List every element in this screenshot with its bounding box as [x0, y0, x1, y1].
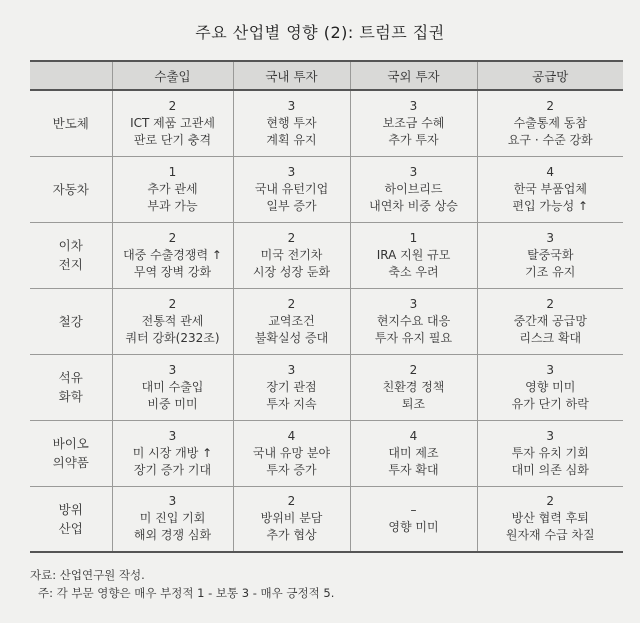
cell-text-line: 원자재 수급 차질: [505, 528, 595, 543]
table-title: 주요 산업별 영향 (2): 트럼프 집권: [195, 23, 445, 42]
cell-text-line: ICT 제품 고관세: [130, 115, 215, 130]
cell-text-line: 보조금 수혜: [382, 115, 445, 130]
table-cell: [233, 288, 350, 354]
impact-score: 2: [287, 494, 296, 509]
cell-text-line: 대미 수출입: [141, 379, 204, 394]
table-cell: [233, 486, 350, 552]
cell-text-line: 영향 미미: [388, 519, 439, 534]
cell-text-line: 내연차 비중 상승: [369, 198, 458, 213]
impact-score: 2: [168, 296, 177, 311]
cell-text-line: 현지수요 대응: [376, 313, 451, 328]
impact-score: 1: [409, 230, 418, 245]
table-cell: [233, 90, 350, 156]
cell-text-line: 불확실성 증대: [254, 330, 329, 345]
impact-score: 3: [168, 494, 177, 509]
cell-text-line: 미 진입 기회: [139, 511, 206, 526]
impact-score: 2: [546, 296, 555, 311]
cell-text-line: 미국 전기차: [260, 247, 323, 262]
table-cell: [350, 486, 477, 552]
table-cell: [350, 288, 477, 354]
table-row: [30, 420, 623, 486]
cell-text-line: 일부 증가: [266, 198, 317, 213]
impact-score: 2: [546, 98, 555, 113]
cell-text-line: 부과 가능: [147, 198, 198, 213]
table-cell: [112, 354, 233, 420]
cell-text-line: 대미 제조: [388, 445, 439, 460]
impact-score: 3: [168, 362, 177, 377]
impact-score: 3: [546, 428, 555, 443]
cell-text-line: 미 시장 개방 ↑: [132, 445, 213, 460]
cell-text-line: 요구 · 수준 강화: [507, 132, 593, 147]
cell-text-line: 투자 지속: [266, 396, 317, 411]
impact-score: 3: [546, 362, 555, 377]
header-foreign-investment: 국외 투자: [350, 61, 477, 90]
sector-label-line: 산업: [58, 520, 83, 536]
cell-text-line: 투자 증가: [266, 462, 317, 477]
cell-text-line: 비중 미미: [147, 396, 198, 411]
cell-text-line: 교역조건: [268, 313, 315, 328]
cell-text-line: 대미 의존 심화: [511, 462, 589, 477]
table-row: [30, 486, 623, 552]
cell-text-line: 친환경 정책: [382, 379, 445, 394]
cell-text-line: 전통적 관세: [141, 313, 204, 328]
cell-text-line: 편입 가능성 ↑: [512, 198, 589, 213]
impact-score: 2: [409, 362, 418, 377]
cell-text-line: 하이브리드: [384, 181, 443, 196]
impact-score: 4: [546, 164, 555, 179]
row-sector-label: [30, 90, 112, 156]
cell-text-line: 투자 확대: [388, 462, 439, 477]
table-cell: [477, 90, 623, 156]
row-sector-label: [30, 354, 112, 420]
impact-table: [30, 60, 623, 553]
impact-score: 3: [409, 98, 418, 113]
table-row: [30, 288, 623, 354]
table-cell: [477, 486, 623, 552]
table-cell: [477, 354, 623, 420]
sector-label-line: 철강: [58, 313, 83, 329]
cell-text-line: 무역 장벽 강화: [133, 264, 212, 279]
sector-label-line: 이차: [58, 238, 83, 253]
cell-text-line: 판로 단기 충격: [133, 132, 212, 147]
cell-text-line: 추가 협상: [266, 528, 317, 543]
impact-score: 4: [409, 428, 418, 443]
cell-text-line: 시장 성장 둔화: [252, 264, 331, 279]
table-cell: [112, 222, 233, 288]
impact-score: 3: [168, 428, 177, 443]
table-cell: [350, 90, 477, 156]
cell-text-line: 방위비 분담: [260, 511, 323, 526]
table-cell: [112, 90, 233, 156]
header-supply-chain: 공급망: [477, 61, 623, 90]
cell-text-line: 중간재 공급망: [513, 313, 587, 328]
table-cell: [233, 222, 350, 288]
impact-score: 4: [287, 428, 296, 443]
table-cell: [350, 354, 477, 420]
table-cell: [350, 156, 477, 222]
impact-score: 3: [409, 296, 418, 311]
sector-label-line: 석유: [58, 370, 83, 385]
source-note: 자료: 산업연구원 작성.: [30, 568, 145, 582]
impact-score: 2: [168, 230, 177, 245]
impact-score: 2: [287, 296, 296, 311]
sector-label-line: 바이오: [52, 436, 89, 451]
cell-text-line: 축소 우려: [388, 264, 439, 279]
cell-text-line: IRA 지원 규모: [376, 247, 451, 262]
impact-score: 2: [168, 98, 177, 113]
table-cell: [112, 156, 233, 222]
sector-label-line: 화학: [58, 389, 83, 404]
header-corner: [30, 61, 112, 90]
row-sector-label: [30, 288, 112, 354]
row-sector-label: [30, 156, 112, 222]
impact-score: 3: [287, 362, 296, 377]
cell-text-line: 국내 유망 분야: [252, 445, 331, 460]
row-sector-label: [30, 222, 112, 288]
table-row: [30, 222, 623, 288]
cell-text-line: 탈중국화: [527, 247, 574, 262]
sector-label-line: 전지: [58, 257, 83, 272]
impact-score: –: [410, 502, 417, 517]
impact-score: 2: [287, 230, 296, 245]
cell-text-line: 리스크 확대: [519, 330, 582, 345]
table-cell: [112, 420, 233, 486]
cell-text-line: 현행 투자: [266, 115, 317, 130]
impact-score: 3: [546, 230, 555, 245]
header-export-import: 수출입: [112, 61, 233, 90]
table-cell: [477, 420, 623, 486]
table-cell: [233, 354, 350, 420]
cell-text-line: 유가 단기 하락: [511, 396, 589, 411]
table-cell: [112, 486, 233, 552]
scale-note: 주: 각 부문 영향은 매우 부정적 1 - 보통 3 - 매우 긍정적 5.: [38, 586, 335, 600]
table-cell: [477, 288, 623, 354]
row-sector-label: [30, 420, 112, 486]
table-cell: [233, 156, 350, 222]
table-cell: [112, 288, 233, 354]
table-cell: [233, 420, 350, 486]
cell-text-line: 대중 수출경쟁력 ↑: [123, 247, 222, 262]
impact-score: 2: [546, 494, 555, 509]
cell-text-line: 영향 미미: [525, 379, 576, 394]
impact-score: 3: [287, 98, 296, 113]
cell-text-line: 장기 증가 기대: [133, 462, 212, 477]
cell-text-line: 기조 유지: [525, 264, 576, 279]
cell-text-line: 쿼터 강화(232조): [125, 330, 220, 345]
table-header-row: [30, 61, 623, 90]
table-row: [30, 90, 623, 156]
table-cell: [350, 420, 477, 486]
table-row: [30, 156, 623, 222]
table-cell: [477, 222, 623, 288]
impact-score: 1: [168, 164, 177, 179]
impact-score: 3: [287, 164, 296, 179]
cell-text-line: 방산 협력 후퇴: [511, 511, 589, 526]
cell-text-line: 국내 유턴기업: [254, 181, 329, 196]
cell-text-line: 계획 유지: [266, 132, 317, 147]
cell-text-line: 한국 부품업체: [513, 181, 587, 196]
sector-label-line: 자동차: [52, 181, 89, 197]
cell-text-line: 투자 유지 필요: [374, 330, 453, 345]
impact-score: 3: [409, 164, 418, 179]
table-row: [30, 354, 623, 420]
header-domestic-investment: 국내 투자: [233, 61, 350, 90]
table-body: [30, 90, 623, 552]
cell-text-line: 해외 경쟁 심화: [133, 528, 212, 543]
cell-text-line: 투자 유치 기회: [511, 445, 589, 460]
row-sector-label: [30, 486, 112, 552]
cell-text-line: 추가 투자: [388, 132, 439, 147]
sector-label-line: 반도체: [52, 115, 89, 131]
table-cell: [350, 222, 477, 288]
sector-label-line: 방위: [58, 501, 83, 517]
sector-label-line: 의약품: [52, 455, 89, 470]
cell-text-line: 추가 관세: [147, 181, 198, 196]
cell-text-line: 장기 관점: [266, 379, 317, 394]
cell-text-line: 수출통제 동참: [513, 115, 587, 130]
cell-text-line: 퇴조: [401, 396, 426, 411]
table-cell: [477, 156, 623, 222]
